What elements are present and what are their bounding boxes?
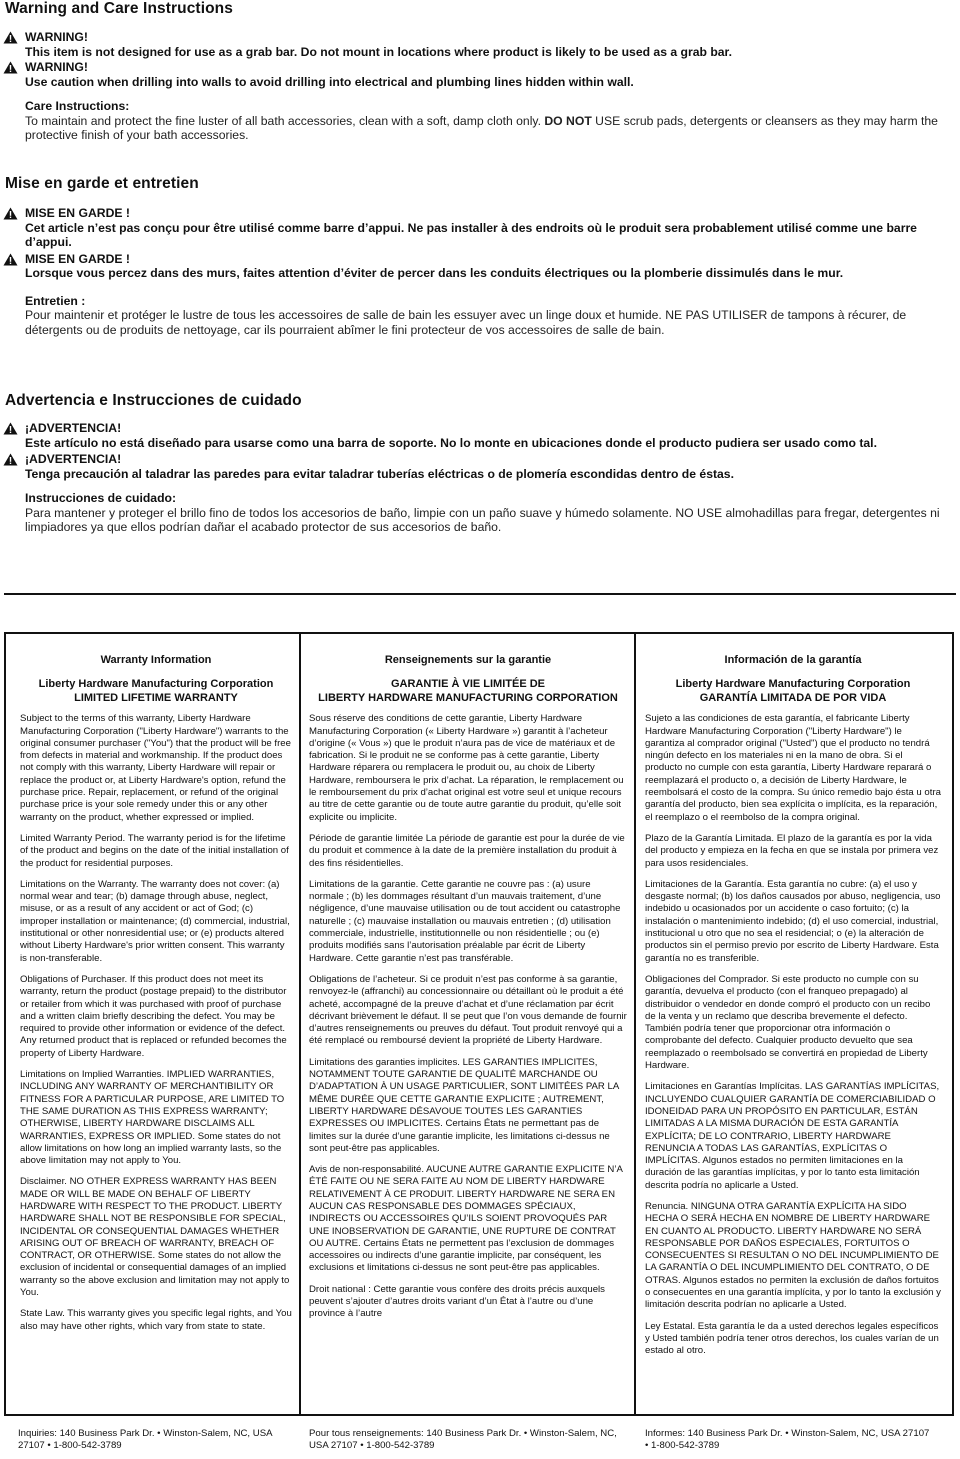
inquiries-footer-fr: Pour tous renseignements: 140 Business Park Dr. • Winston-Salem, NC, USA 27107 • 1-800-542-3789 [309, 1428, 617, 1452]
section-heading: Warning and Care Instructions [5, 0, 233, 17]
subheading-line: Liberty Hardware Manufacturing Corporation [38, 678, 274, 691]
warranty-paragraph: Ley Estatal. Esta garantía le da a usted derechos legales específicos y Usted también podría tener otros derechos, los cuales varían de un estado al otro. [645, 1320, 939, 1357]
care-text-part: USE scrub pads, detergents or cleansers as they may harm the protective finish of your bath accessories. [25, 113, 938, 142]
warranty-paragraph: Limitations des garanties implicites. LES GARANTIES IMPLICITES, NOTAMMENT TOUTE GARANTIE DE QUALITÉ MARCHANDE OU D’ADAPTATION À UN USAGE PARTICULIER, SONT LIMITÉES PAR LA MÊME DURÉE QUE CETTE GARANTIE EXPLICITE ; AUTREMENT, LIBERTY HARDWARE DÉSAVOUE TOUTES LES GARANTIES EXPRESSES OU IMPLICITES. Certains États ne permettant pas de limites sur la durée d’une garantie implicite, les limitations ci-dessus ne sont peut-être pas applicables. [309, 1056, 619, 1154]
warning-title: MISE EN GARDE ! [25, 206, 130, 220]
warranty-paragraph: Plazo de la Garantía Limitada. El plazo de la garantía es por la vida del producto y empieza en la fecha en que se instala por primera vez para usos residenciales. [645, 832, 939, 869]
warranty-subheading [309, 678, 627, 705]
warranty-heading: Información de la garantía [724, 654, 862, 666]
warranty-column-en [20, 634, 292, 1342]
warning-triangle-icon [3, 453, 18, 466]
warranty-paragraph: Obligations of Purchaser. If this product does not meet its warranty, return the product (postage prepaid) to the distributor or retailer from which it was purchased with proof of purchase and a written claim briefly describing the defect. You may be required to provide other information or evidence of the defect. Any returned product that is replaced or refunded becomes the property of Liberty Hardware. [20, 973, 287, 1059]
warning-block [5, 30, 950, 59]
care-text [25, 114, 950, 143]
warning-triangle-icon [3, 61, 18, 74]
subheading-line: LIBERTY HARDWARE MANUFACTURING CORPORATION [318, 691, 618, 704]
warranty-box [4, 632, 954, 1416]
warranty-paragraph: Limitations on Implied Warranties. IMPLIED WARRANTIES, INCLUDING ANY WARRANTY OF MERCHANTIBILITY OR FITNESS FOR A PARTICULAR PURPOSE, ARE LIMITED TO THE SAME DURATION AS THIS EXPRESS WARRANTY; OTHERWISE, LIBERTY HARDWARE DISCLAIMS ALL WARRANTIES, EXPRESS OR IMPLIED. Some states do not allow limitations on how long an implied warranty lasts, so the above limitation may not apply to You. [20, 1069, 285, 1167]
care-title: Entretien : [25, 293, 86, 308]
warranty-subheading [645, 678, 941, 705]
warning-block [5, 421, 950, 450]
spanish-section [5, 392, 950, 535]
french-section [5, 175, 950, 337]
warranty-subheading [20, 678, 292, 705]
care-title: Care Instructions: [25, 99, 130, 113]
section-heading: Advertencia e Instrucciones de cuidado [5, 392, 302, 409]
warning-title: MISE EN GARDE ! [25, 251, 130, 266]
warranty-paragraph: Disclaimer. NO OTHER EXPRESS WARRANTY HAS BEEN MADE OR WILL BE MADE ON BEHALF OF LIBERTY HARDWARE WITH RESPECT TO THE PRODUCT. LIBERTY HARDWARE SHALL NOT BE RESPONSIBLE FOR SPECIAL, INCIDENTAL OR CONSEQUENTIAL DAMAGES WHETHER ARISING OUT OF BREACH OF WARRANTY, BREACH OF CONTRACT, OR OTHERWISE. Some states do not allow the exclusion of incidental or consequential damages of an implied warranty so the above exclusion and limitation may not apply to You. [20, 1176, 290, 1299]
warranty-paragraph: Obligations de l’acheteur. Si ce produit n’est pas conforme à sa garantie, renvoyez-le (affranchi) au concessionnaire ou détaillant où le produit a été acheté, accompagné de la preuve d’achat et d’une réclamation par écrit décrivant brièvement le défaut. Il se peut que l’on vous demande de fournir d’autres renseignements ou preuves du défaut. Tout produit renvoyé qui a été remplacé ou remboursé devient la propriété de Liberty Hardware. [309, 973, 627, 1047]
warning-text: Este artículo no está diseñado para usarse como una barra de soporte. No lo monte en ubicaciones donde el producto pudiera ser usado como tal. [25, 435, 877, 450]
warning-block [5, 206, 950, 250]
warning-triangle-icon [3, 31, 18, 44]
warning-triangle-icon [3, 207, 18, 220]
inquiries-footer-es: Informes: 140 Business Park Dr. • Winston-Salem, NC, USA 27107 • 1-800-542-3789 [645, 1428, 930, 1452]
warranty-heading: Renseignements sur la garantie [384, 654, 552, 666]
inquiries-footer-en: Inquiries: 140 Business Park Dr. • Winston-Salem, NC, USA 27107 • 1-800-542-3789 [18, 1428, 272, 1452]
care-text: Para mantener y proteger el brillo fino de todos los accesorios de baño, limpie con un paño suave y húmedo solamente. NO USE almohadillas para fregar, detergentes ni limpiadores ya que ellos podrían dañar el acabado protector de sus accesorios de baño. [25, 505, 940, 534]
warning-title: ¡ADVERTENCIA! [25, 452, 122, 466]
warranty-column-es [645, 634, 941, 1367]
warranty-paragraph: Sujeto a las condiciones de esta garantía, el fabricante Liberty Hardware Manufacturing Corporation ("Liberty Hardware") le garantiza al comprador original ("Usted") que el producto no tendrá ningún defecto en los materiales ni en la mano de obra. Si el producto no cumple con esta garantía, Liberty Hardware reparará o reemplazará el producto o, a decisión de Liberty Hardware, le reembolsará el costo de la compra. Su único remedio bajo ésta u otra garantía del producto, bien sea explícita o implícita, es la reparación, el reemplazo o el reembolso de la compra original. [645, 713, 941, 823]
care-text: Pour maintenir et protéger le lustre de tous les accessoires de salle de bain les essuyer avec un linge doux et humide. NE PAS UTILISER de tampons à récurer, de détergents ou de produits de nettoyage, car ils pourraient abîmer le fini protecteur de vos accessoires de salle de bain. [25, 308, 907, 337]
column-divider [634, 634, 636, 1414]
warranty-column-fr [309, 634, 627, 1330]
warning-title: WARNING! [25, 60, 88, 74]
warning-text: Lorsque vous percez dans des murs, faites attention d’éviter de percer dans les conduits électriques ou la plomberie dissimulés dans le mur. [25, 266, 844, 280]
warning-triangle-icon [3, 253, 18, 266]
warranty-paragraph: Droit national : Cette garantie vous confère des droits précis auxquels peuvent s’ajouter d’autres droits variant d’un État à l’autre ou d’une province à l’autre [309, 1283, 605, 1320]
warranty-paragraph: Sous réserve des conditions de cette garantie, Liberty Hardware Manufacturing Corporation (« Liberty Hardware ») garantit à l’acheteur d’origine (« Vous ») que le produit n’aura pas de vice de matériaux et de fabrication. Si le produit ne se conforme pas à cette garantie, Liberty Hardware réparera ou remplacera le produit ou, au choix de Liberty Hardware, remboursera le prix d’achat. La réparation, le remplacement ou le remboursement du prix d’achat original est votre seul et unique recours au titre de cette garantie ou de toute autre garantie du produit, qu’elle soit explicite ou implicite. [309, 713, 624, 823]
warranty-paragraph: Avis de non-responsabilité. AUCUNE AUTRE GARANTIE EXPLICITE N’A ÉTÉ FAITE OU NE SERA FAITE AU NOM DE LIBERTY HARDWARE RELATIVEMENT À CE PRODUIT. LIBERTY HARDWARE NE SERA EN AUCUN CAS RESPONSABLE DES DOMMAGES SPÉCIAUX, INDIRECTS OU ACCESSOIRES QU’ILS SOIENT PROVOQUÉS PAR UNE INOBSERVATION DE GARANTIE, UNE RUPTURE DE CONTRAT OU AUTRE. Certains États ne permettent pas l’exclusion de dommages accessoires ou indirects d’une garantie implicite, par conséquent, les exclusions et limitations ci-dessus ne sont peut-être pas applicables. [309, 1164, 623, 1274]
subheading-line: GARANTÍA LIMITADA DE POR VIDA [699, 691, 887, 704]
warranty-paragraph: Période de garantie limitée La période de garantie est pour la durée de vie du produit et commence à la date de la première installation du produit à des fins résidentielles. [309, 832, 625, 869]
subheading-line: LIMITED LIFETIME WARRANTY [74, 691, 238, 704]
warning-title: WARNING! [25, 30, 88, 44]
warranty-paragraph: Limited Warranty Period. The warranty period is for the lifetime of the product and begins on the date of the initial installation of the product for residential purposes. [20, 832, 289, 869]
warning-text: Tenga precaución al taladrar las paredes para evitar taladrar tuberías eléctricas o de plomería escondidas dentro de éstas. [25, 466, 734, 481]
warranty-paragraph: Obligaciones del Comprador. Si este producto no cumple con su garantía, devuelva el producto (con el franqueo prepagado) al distribuidor o vendedor en donde compró el producto con un recibo de la venta y un reclamo que describa brevemente el defecto. También podría tener que proporcionar otra información o comprobante del defecto. Cualquier producto devuelto que sea reemplazado o reembolsado se convertirá en propiedad de Liberty Hardware. [645, 973, 931, 1072]
warranty-paragraph: Limitations de la garantie. Cette garantie ne couvre pas : (a) usure normale ; (b) les dommages résultant d’un mauvais traitement, d’une négligence, d’une mauvaise utilisation ou de tout accident ou catastrophe naturelle ; (c) mauvaise installation ou mauvais entretien ; (d) utilisation commerciale, industrielle, institutionnelle ou non résidentielle ; ou (e) produits modifiés sans l’autorisation préalable par écrit de Liberty Hardware. Cette garantie n’est pas transférable. [309, 878, 621, 964]
warranty-paragraph: Renuncia. NINGUNA OTRA GARANTÍA EXPLÍCITA HA SIDO HECHA O SERÁ HECHA EN NOMBRE DE LIBERTY HARDWARE EN CUANTO AL PRODUCTO. LIBERTY HARDWARE NO SERÁ RESPONSABLE POR DAÑOS ESPECIALES, FORTUITOS O CONSECUENTES SI RESULTAN O NO DEL INCUMPLIMIENTO DE LA GARANTÍA O DEL INCUMPLIMIENTO DEL CONTRATO, O DE OTRAS. Algunos estados no permiten la exclusión de daños fortuitos o consecuentes en una garantía implícita, y por lo tanto la exclusión y limitación descrita podrían no aplicarle a Usted. [645, 1200, 941, 1311]
section-heading: Mise en garde et entretien [5, 175, 199, 192]
care-text-part: To maintain and protect the fine luster of all bath accessories, clean with a soft, damp cloth only. [25, 113, 545, 128]
subheading-line: GARANTIE À VIE LIMITÉE DE [390, 678, 545, 691]
column-divider [299, 634, 301, 1414]
warning-block [5, 452, 950, 481]
care-text-bold: DO NOT [544, 113, 592, 128]
warning-block [5, 60, 950, 89]
english-section [5, 0, 950, 143]
warranty-paragraph: Limitaciones de la Garantía. Esta garantía no cubre: (a) el uso y desgaste normal; (b) los daños causados por abuso, negligencia, uso indebido u ocasionados por un accidente o caso fortuito; (c) la instalación o mantenimiento indebido; (d) el uso comercial, industrial, institucional u otro que no sea el residencial; o (e) la alteración de productos sin el permiso previo por escrito de Liberty Hardware. Esta garantía no es transferible. [645, 878, 941, 964]
divider-rule [4, 593, 956, 595]
warning-text: Cet article n’est pas conçu pour être utilisé comme barre d’appui. Ne pas installer à des endroits où le produit sera probablement utilisé comme une barre d’appui. [25, 220, 917, 249]
warning-triangle-icon [3, 422, 18, 435]
warranty-paragraph: Limitations on the Warranty. The warranty does not cover: (a) normal wear and tear; (b) damage through abuse, neglect, misuse, or as a result of any accident or act of God; (c) improper installation or maintenance; (d) commercial, industrial, institutional or other nonresidential use; or (e) products altered without Liberty Hardware's prior written consent. This warranty is non-transferable. [20, 878, 290, 964]
warning-title: ¡ADVERTENCIA! [25, 421, 122, 435]
warning-block [5, 252, 950, 281]
warning-text: Use caution when drilling into walls to avoid drilling into electrical and plumbing lines hidden within wall. [25, 74, 634, 89]
subheading-line: Liberty Hardware Manufacturing Corporation [675, 678, 911, 691]
warranty-heading: Warranty Information [100, 654, 212, 666]
warranty-paragraph: Subject to the terms of this warranty, Liberty Hardware Manufacturing Corporation ("Liberty Hardware") warrants to the original consumer purchaser ("You") that the product will be free from defects in material and workmanship. If the product does not comply with this warranty, Liberty Hardware will repair or replace the product or, at Liberty Hardware's option, refund the purchase price. Repair, replacement, or refund of the original purchase price is your sole remedy under this or any other warranty on the product, whether expressed or implied. [20, 713, 291, 823]
warranty-paragraph: State Law. This warranty gives you specific legal rights, and You also may have other rights, which vary from state to state. [20, 1308, 292, 1332]
warning-text: This item is not designed for use as a grab bar. Do not mount in locations where product is likely to be used as a grab bar. [25, 44, 733, 59]
care-title: Instrucciones de cuidado: [25, 491, 177, 505]
warranty-paragraph: Limitaciones en Garantías Implícitas. LAS GARANTÍAS IMPLÍCITAS, INCLUYENDO CUALQUIER GARANTÍA DE COMERCIABILIDAD O IDONEIDAD PARA UN PROPÓSITO EN PARTICULAR, ESTÁN LIMITADAS A LA MISMA DURACIÓN DE ESTA GARANTÍA EXPLÍCITA; DE LO CONTRARIO, LIBERTY HARDWARE RENUNCIA A TODAS LAS GARANTÍAS, EXPLÍCITAS O IMPLÍCITAS. Algunos estados no permiten limitaciones en la duración de las garantías implícitas, y por lo tanto esta limitación descrita podría no aplicarle a Usted. [645, 1081, 940, 1191]
